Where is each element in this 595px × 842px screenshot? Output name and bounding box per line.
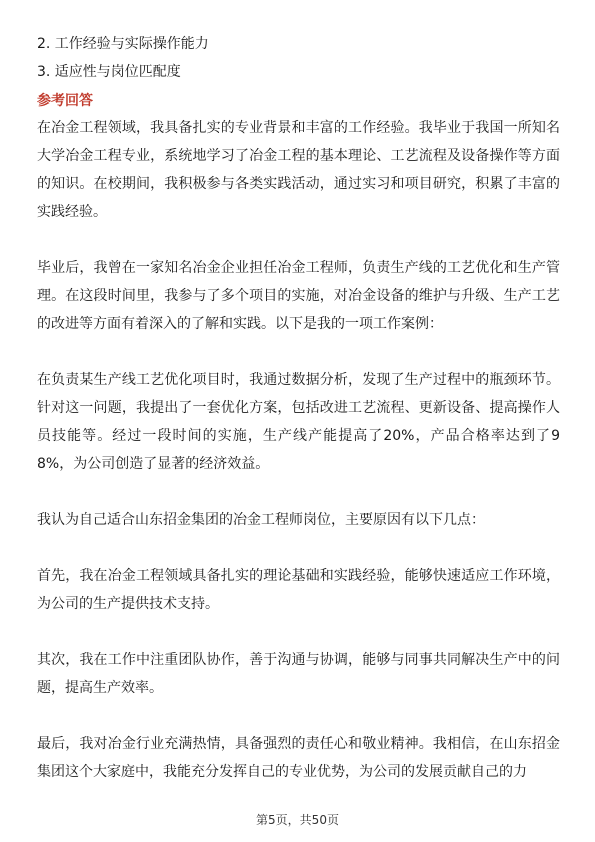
paragraph-case-study: 在负责某生产线工艺优化项目时，我通过数据分析，发现了生产过程中的瓶颈环节。针对这一问题，我提出了一套优化方案，包括改进工艺流程、更新设备、提高操作人员技能等。经过一段时间的实施，生产线产能提高了20%，产品合格率达到了98%，为公司创造了显著的经济效益。 xyxy=(37,372,560,472)
paragraph-work-history: 毕业后，我曾在一家知名冶金企业担任冶金工程师，负责生产线的工艺优化和生产管理。在这段时间里，我参与了多个项目的实施，对冶金设备的维护与升级、生产工艺的改进等方面有着深入的了解和实践。以下是我的一项工作案例： xyxy=(37,260,560,332)
list-item-experience: 2. 工作经验与实际操作能力 xyxy=(37,36,209,52)
paragraph-first-reason: 首先，我在冶金工程领域具备扎实的理论基础和实践经验，能够快速适应工作环境，为公司的生产提供技术支持。 xyxy=(37,568,560,612)
paragraph-second-reason: 其次，我在工作中注重团队协作，善于沟通与协调，能够与同事共同解决生产中的问题，提高生产效率。 xyxy=(37,652,560,696)
paragraph-fit-intro: 我认为自己适合山东招金集团的冶金工程师岗位，主要原因有以下几点： xyxy=(37,512,485,528)
paragraph-background: 在冶金工程领域，我具备扎实的专业背景和丰富的工作经验。我毕业于我国一所知名大学冶金工程专业，系统地学习了冶金工程的基本理论、工艺流程及设备操作等方面的知识。在校期间，我积极参与各类实践活动，通过实习和项目研究，积累了丰富的实践经验。 xyxy=(37,120,560,220)
page-footer: 第5页，共50页 xyxy=(256,813,339,827)
document-page xyxy=(37,30,560,786)
list-item-adaptability: 3. 适应性与岗位匹配度 xyxy=(37,64,181,80)
paragraph-last-reason: 最后，我对冶金行业充满热情，具备强烈的责任心和敬业精神。我相信，在山东招金集团这个大家庭中，我能充分发挥自己的专业优势，为公司的发展贡献自己的力 xyxy=(37,736,560,780)
answer-heading: 参考回答 xyxy=(37,93,93,109)
